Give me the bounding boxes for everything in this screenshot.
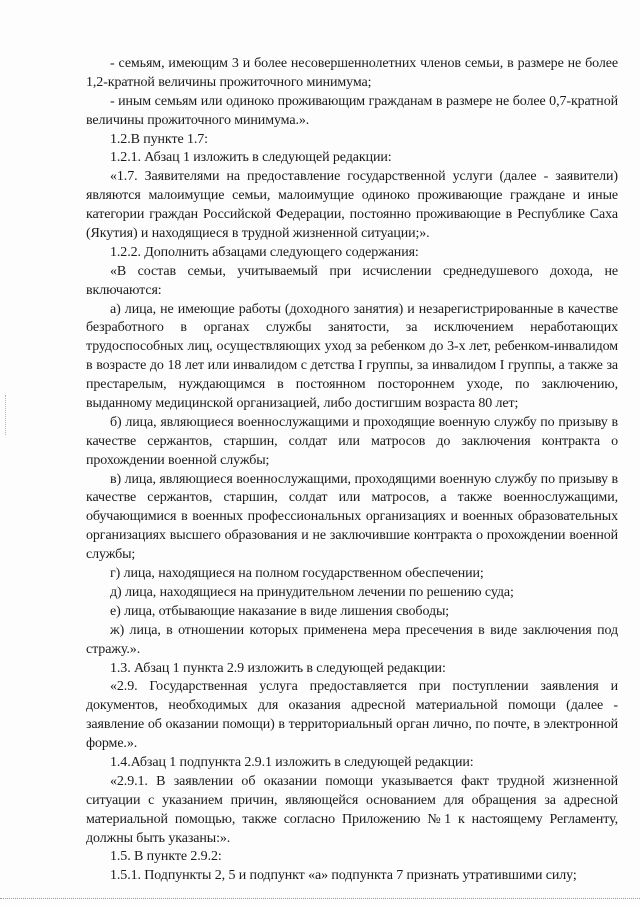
scan-edge-line [0,898,640,899]
paragraph-7: а) лица, не имеющие работы (доходного занятия) и незарегистрированные в качестве безработного в органах службы занятости, за исключением неработающих трудоспособных лиц, осуществляющих уход за ребенком до 3-х лет, ребенком-инвалидом в возрасте до 18 лет или инвалидом с детства I группы, за инвалидом I группы, а также за престарелым, нуждающимся в постоянном постороннем уходе, по заключению, выданному медицинской организацией, либо достигшим возраста 80 лет; [86,301,618,412]
document-body [86,55,618,886]
paragraph-16: 1.4.Абзац 1 подпункта 2.9.1 изложить в следующей редакции: [110,754,474,770]
paragraph-4: «1.7. Заявителями на предоставление государственной услуги (далее - заявители) являются малоимущие семьи, малоимущие одиноко проживающие граждане и иные категории граждан Российской Федерации, постоянно проживающие в Республике Саха (Якутия) и находящиеся в трудной жизненной ситуации;». [86,169,618,242]
paragraph-2: 1.2.В пункте 1.7: [110,131,208,147]
paragraph-3: 1.2.1. Абзац 1 изложить в следующей редакции: [110,150,392,166]
paragraph-14: 1.3. Абзац 1 пункта 2.9 изложить в следующей редакции: [110,660,446,676]
paragraph-8: б) лица, являющиеся военнослужащими и проходящие военную службу по призыву в качестве сержантов, старшин, солдат или матросов до заключения контракта о прохождении военной службы; [86,414,618,468]
paragraph-6: «В состав семьи, учитываемый при исчислении среднедушевого дохода, не включаются: [86,263,618,298]
paragraph-0: - семьям, имеющим 3 и более несовершеннолетних членов семьи, в размере не более 1,2-кратной величины прожиточного минимума; [86,56,618,90]
paragraph-13: ж) лица, в отношении которых применена мера пресечения в виде заключения под стражу.». [86,622,618,657]
paragraph-11: д) лица, находящиеся на принудительном лечении по решению суда; [110,584,514,600]
margin-mark [5,395,7,435]
paragraph-17: «2.9.1. В заявлении об оказании помощи указывается факт трудной жизненной ситуации с указанием причин, являющейся основанием для обращения за адресной материальной помощью, также согласно Приложению №1 к настоящему Регламенту, должны быть указаны:». [86,773,618,846]
paragraph-15: «2.9. Государственная услуга предоставляется при поступлении заявления и документов, необходимых для оказания адресной материальной помощи (далее - заявление об оказании помощи) в территориальный орган лично, по почте, в электронной форме.». [86,679,618,752]
paragraph-18: 1.5. В пункте 2.9.2: [110,849,222,865]
paragraph-19: 1.5.1. Подпункты 2, 5 и подпункт «а» подпункта 7 признать утратившими силу; [110,868,577,884]
paragraph-10: г) лица, находящиеся на полном государственном обеспечении; [110,566,484,582]
paragraph-9: в) лица, являющиеся военнослужащими, проходящими военную службу по призыву в качестве сержантов, старшин, солдат или матросов, а также военнослужащими, обучающимися в военных профессиональных организациях и военных образовательных организациях высшего образования и не заключившие контракта о прохождении военной службы; [86,471,618,563]
paragraph-1: - иным семьям или одиноко проживающим гражданам в размере не более 0,7-кратной величины прожиточного минимума.». [86,93,618,128]
paragraph-5: 1.2.2. Дополнить абзацами следующего содержания: [110,244,419,260]
paragraph-12: е) лица, отбывающие наказание в виде лишения свободы; [110,603,450,619]
